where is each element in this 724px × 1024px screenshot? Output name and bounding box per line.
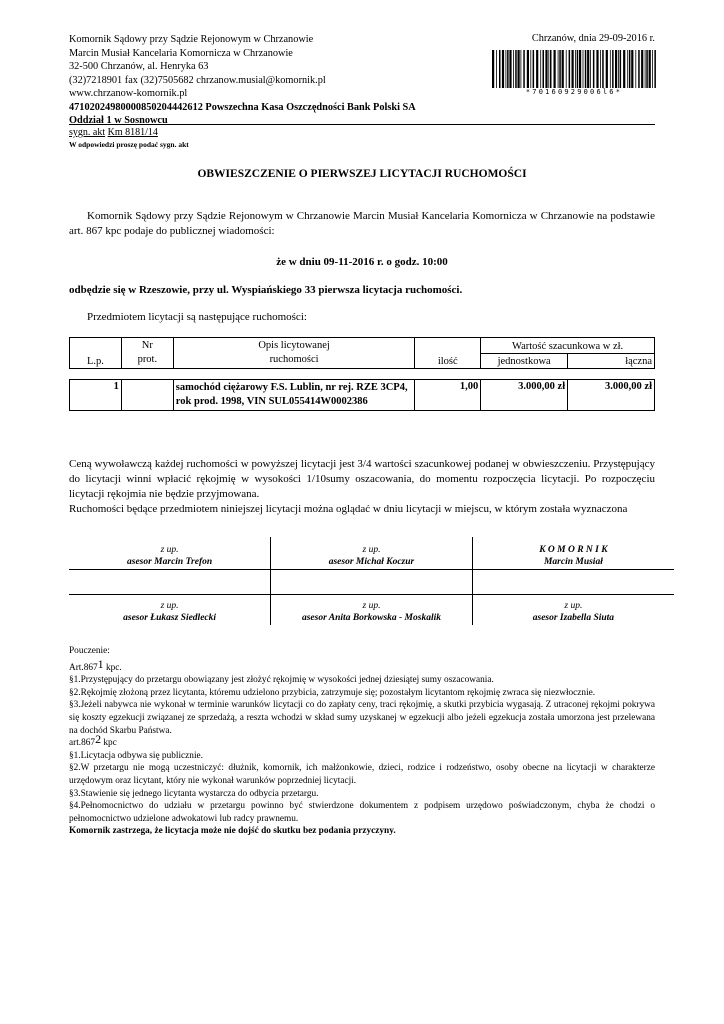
legal-paragraph: §2.W przetargu nie mogą uczestniczyć: dłużnik, komornik, ich małżonkowie, dzieci, rodzice i rodzeństwo, osoby obecne na licytacji w charakterze urzędowym oraz licytant, który nie wykonał warunków poprzedniej licytacji. [69, 763, 655, 786]
conditions-paragraph: Ceną wywoławczą każdej ruchomości w powyższej licytacji jest 3/4 wartości szacunkowej podanej w obwieszczeniu. Przystępujący do licytacji winni wpłacić rękojmię w wysokości 1/10sumy oszacowania, do momentu rozpoczęcia licytacji. Po rozpoczęciu licytacji rękojmia nie będzie przyjmowana. [69, 458, 655, 500]
article-867-2: art.867$^2$ kpc [69, 732, 117, 749]
letterhead [69, 33, 416, 128]
header-jednostkowa: jednostkowa [481, 353, 568, 369]
legal-paragraph: §3.Stawienie się jednego licytanta wystarcza do odbycia przetargu. [69, 788, 319, 799]
items-table [69, 337, 655, 411]
header-laczna: łączna [568, 353, 655, 369]
table-row [70, 380, 655, 411]
signature-space [472, 570, 674, 595]
legal-paragraph: §3.Jeżeli nabywca nie wykonał w terminie warunków licytacji co do zapłaty ceny, traci rękojmię, a skutki przybicia wygasają. Z utraconej rękojmi pokrywa się koszty egzekucji związanej ze sprzedażą, a reszta wchodzi w skład sumy uzyskanej w egzekucji albo jeżeli egzekucja została umorzona jest przelewana na dochód Skarbu Państwa. [69, 700, 655, 736]
auction-date: że w dniu 09-11-2016 r. o godz. 10:00 [276, 256, 448, 268]
signature-block: z up. asesor Anita Borkowska - Moskalik [271, 595, 473, 626]
legal-paragraph: §2.Rękojmię złożoną przez licytanta, któremu udzielono przybicia, zatrzymuje się; pozostałym licytantom rękojmię zwraca się niezwłocznie. [69, 687, 596, 698]
auction-place: odbędzie się w Rzeszowie, przy ul. Wyspiańskiego 33 pierwsza licytacja ruchomości. [69, 284, 463, 296]
viewing-paragraph: Ruchomości będące przedmiotem niniejszej licytacji można oglądać w dniu licytacji w miejscu, w którym została wyznaczona [69, 503, 628, 515]
header-opis-line1: Opis licytowanej [258, 340, 330, 351]
letterhead-line: www.chrzanow-komornik.pl [69, 88, 188, 99]
letterhead-line: (32)7218901 fax (32)7505682 chrzanow.musial@komornik.pl [69, 74, 326, 86]
bank-account: 47102024980000850204442612 Powszechna Kasa Oszczędności Bank Polski SA [69, 101, 416, 113]
case-reference [69, 127, 158, 138]
subject-intro: Przedmiotem licytacji są następujące ruchomości: [87, 311, 307, 323]
reply-note: W odpowiedzi proszę podać sygn. akt [69, 140, 189, 149]
barcode [492, 50, 656, 88]
legal-paragraph: §1.Przystępujący do przetargu obowiązany jest złożyć rękojmię w wysokości jednej dziesiątej sumy oszacowania. [69, 675, 494, 686]
final-reservation: Komornik zastrzega, że licytacja może nie dojść do skutku bez podania przyczyny. [69, 826, 396, 837]
signature-block: z up. asesor Michał Koczur [271, 537, 473, 570]
cell-laczna: 3.000,00 zł [568, 380, 655, 411]
cell-lp: 1 [70, 380, 122, 411]
signature-block: z up. asesor Łukasz Siedlecki [123, 601, 217, 623]
cell-jednostkowa: 3.000,00 zł [481, 380, 568, 411]
header-nr [121, 338, 173, 369]
signature-space [271, 570, 473, 595]
header-wartosc: Wartość szacunkowa w zł. [481, 338, 655, 354]
intro-paragraph: Komornik Sądowy przy Sądzie Rejonowym w Chrzanowie Marcin Musiał Kancelaria Komornicza w Chrzanowie na podstawie art. 867 kpc podaje do publicznej wiadomości: [69, 210, 655, 237]
case-reference-value: Km 8181/14 [107, 127, 158, 138]
header-opis [173, 338, 415, 369]
cell-ilosc: 1,00 [415, 380, 481, 411]
cell-opis: samochód ciężarowy F.S. Lublin, nr rej. RZE 3CP4, rok prod. 1998, VIN SUL055414W0002386 [173, 380, 415, 411]
letterhead-line: 32-500 Chrzanów, al. Henryka 63 [69, 61, 209, 72]
barcode-text: *70160929006l6* [525, 88, 623, 96]
letterhead-line: Marcin Musiał Kancelaria Komornicza w Chrzanowie [69, 47, 293, 59]
header-divider [69, 124, 655, 125]
signature-block: z up. asesor Marcin Trefon [69, 537, 271, 570]
header-lp: L.p. [70, 338, 122, 369]
signature-space [69, 570, 271, 595]
header-nr-line2: prot. [137, 354, 158, 365]
document-title: OBWIESZCZENIE O PIERWSZEJ LICYTACJI RUCHOMOŚCI [197, 168, 527, 180]
cell-nr [121, 380, 173, 411]
signature-block-komornik: K O M O R N I K Marcin Musiał [472, 537, 674, 570]
signatures-table [69, 537, 674, 625]
bank-branch: Oddział 1 w Sosnowcu [69, 115, 168, 126]
header-nr-line1: Nr [141, 340, 153, 351]
signature-block: z up. asesor Izabella Siuta [472, 595, 674, 626]
legal-notice [69, 645, 655, 838]
legal-paragraph: §1.Licytacja odbywa się publicznie. [69, 750, 203, 761]
legal-paragraph: §4.Pełnomocnictwo do udziału w przetargu powinno być stwierdzone dokumentem z podpisem urzędowo poświadczonym, chyba że chodzi o pełnomocnictwo udzielone adwokatowi lub radcy prawnemu. [69, 801, 655, 824]
letterhead-line: Komornik Sądowy przy Sądzie Rejonowym w Chrzanowie [69, 34, 314, 45]
case-reference-prefix: sygn. akt [69, 127, 106, 138]
header-ilosc: ilość [415, 338, 481, 369]
legal-heading: Pouczenie: [69, 646, 110, 656]
header-opis-line2: ruchomości [269, 354, 319, 365]
document-date: Chrzanów, dnia 29-09-2016 r. [531, 33, 655, 44]
article-867-1: Art.867$^1$ kpc. [69, 656, 122, 673]
